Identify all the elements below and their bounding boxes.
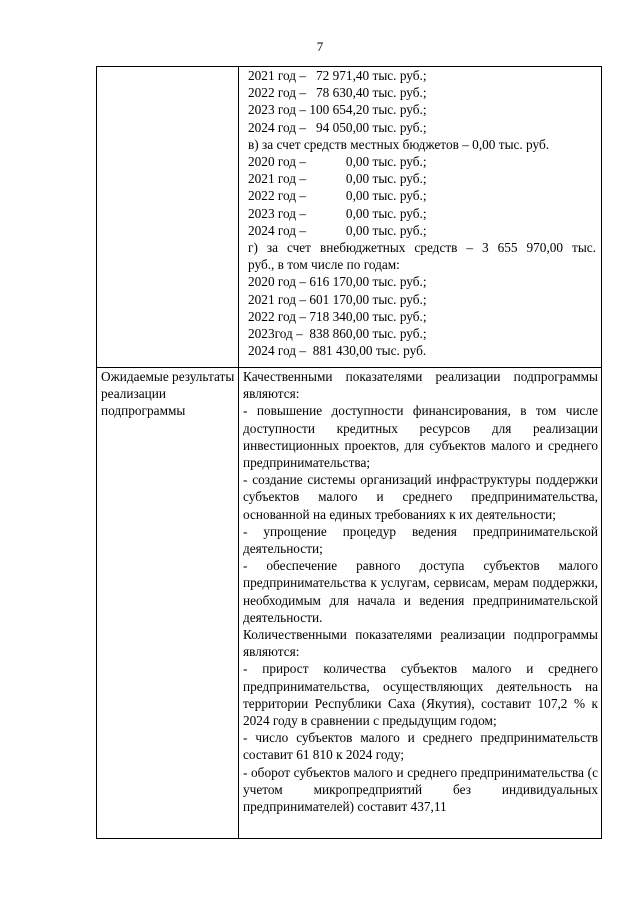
financing-line: г) за счет внебюджетных средств – 3 655 970,00 тыс.: [248, 240, 596, 256]
financing-line: 2024 год – 0,00 тыс. руб.;: [248, 222, 427, 238]
financing-line: 2022 год – 718 340,00 тыс. руб.;: [248, 308, 427, 324]
financing-line: 2023год – 838 860,00 тыс. руб.;: [248, 326, 427, 342]
results-paragraph: - обеспечение равного доступа субъектов малого предпринимательства к услугам, сервисам, мерам поддержки, необходимым для начала и ведения предпринимательской деятельности.: [243, 558, 598, 625]
results-paragraph: Количественными показателями реализации подпрограммы являются:: [243, 627, 598, 660]
financing-line: 2023 год – 100 654,20 тыс. руб.;: [248, 102, 427, 118]
financing-line: 2024 год – 881 430,00 тыс. руб.: [248, 343, 427, 359]
financing-line: 2021 год – 601 170,00 тыс. руб.;: [248, 291, 427, 307]
results-paragraph: - прирост количества субъектов малого и среднего предпринимательства, осуществляющих деятельность на территории Республики Саха (Якутия), составит 107,2 % к 2024 году в сравнении с предыдущим годом;: [243, 661, 598, 729]
results-paragraph: - упрощение процедур ведения предпринимательской деятельности;: [243, 523, 598, 557]
results-row: [97, 368, 602, 839]
results-paragraph: - оборот субъектов малого и среднего предпринимательства (с учетом микропредприятий без индивидуальных предпринимателей) составит 437,11: [243, 764, 598, 815]
results-label-cell: [97, 368, 239, 839]
results-label: Ожидаемые результаты реализации подпрограммы: [101, 369, 235, 419]
results-paragraph: Качественными показателями реализации подпрограммы являются:: [243, 369, 598, 402]
financing-line: 2022 год – 78 630,40 тыс. руб.;: [248, 85, 427, 101]
financing-line: 2021 год – 72 971,40 тыс. руб.;: [248, 68, 427, 83]
results-paragraph: - число субъектов малого и среднего предпринимательств составит 61 810 к 2024 году;: [243, 730, 598, 763]
financing-line: 2023 год – 0,00 тыс. руб.;: [248, 205, 427, 221]
program-passport-table: [96, 66, 602, 839]
financing-line: 2020 год – 616 170,00 тыс. руб.;: [248, 274, 427, 290]
financing-label-cell: [97, 67, 239, 368]
page-number: 7: [316, 39, 324, 54]
results-paragraph: - создание системы организаций инфраструктуры поддержки субъектов малого и среднего предпринимательства, основанной на единых требованиях к их деятельности;: [243, 472, 598, 522]
financing-line: 2020 год – 0,00 тыс. руб.;: [248, 154, 427, 170]
financing-line: в) за счет средств местных бюджетов – 0,00 тыс. руб.: [248, 136, 550, 152]
financing-line: руб., в том числе по годам:: [248, 257, 400, 273]
results-paragraph: - повышение доступности финансирования, в том числе доступности кредитных ресурсов для реализации инвестиционных проектов, для субъектов малого и среднего предпринимательства;: [243, 403, 598, 471]
financing-line: 2022 год – 0,00 тыс. руб.;: [248, 188, 427, 204]
results-content-cell: [239, 368, 602, 839]
financing-line: 2024 год – 94 050,00 тыс. руб.;: [248, 119, 427, 135]
financing-line: 2021 год – 0,00 тыс. руб.;: [248, 171, 427, 187]
financing-row: [97, 67, 602, 368]
financing-content-cell: [239, 67, 602, 368]
